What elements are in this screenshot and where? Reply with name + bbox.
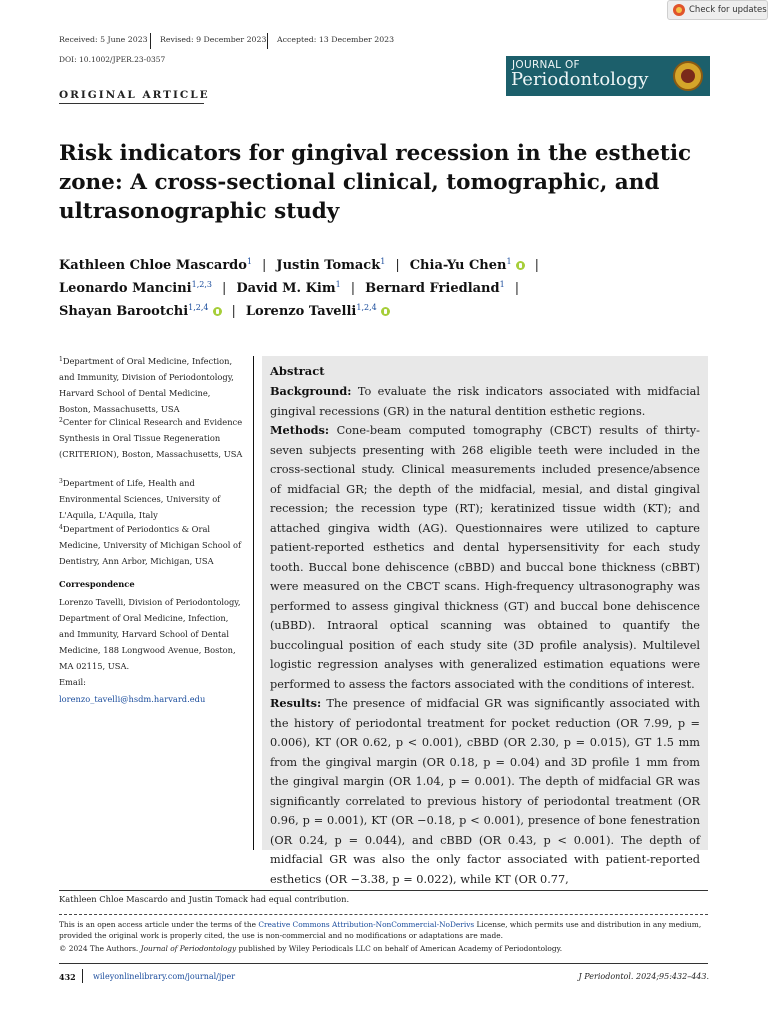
author-name: Chia-Yu Chen <box>409 258 507 273</box>
article-type: ORIGINAL ARTICLE <box>59 89 210 101</box>
correspondence-email-link[interactable]: lorenzo_tavelli@hsdm.harvard.edu <box>59 694 206 704</box>
background-text: To evaluate the risk indicators associated with midfacial gingival recessions (GR) in the natural dentition esthetic regions. <box>270 385 700 418</box>
author-separator: | <box>514 281 520 296</box>
license-note <box>59 919 719 941</box>
orcid-icon[interactable] <box>213 307 222 316</box>
author-affiliation-sup: 1,2,4 <box>188 303 209 312</box>
author-line <box>59 280 529 296</box>
author-separator: | <box>350 281 356 296</box>
journal-logo <box>506 56 710 96</box>
footer-rule <box>59 963 708 964</box>
check-for-updates-button[interactable] <box>667 0 768 20</box>
abstract-heading: Abstract <box>270 364 325 378</box>
abstract-box <box>262 356 708 886</box>
author-affiliation-sup: 1 <box>380 257 386 266</box>
license-link[interactable]: Creative Commons Attribution-NonCommercial-NoDerivs <box>258 920 475 929</box>
abstract-body <box>270 382 700 889</box>
equal-contribution-note: Kathleen Chloe Mascardo and Justin Tomack had equal contribution. <box>59 894 350 904</box>
copyright-text: published by Wiley Periodicals LLC on behalf of American Academy of Periodontology. <box>236 944 563 953</box>
affiliation-sup: 1 <box>59 356 63 363</box>
check-for-updates-label: Check for updates <box>689 5 767 15</box>
accepted-date: Accepted: 13 December 2023 <box>277 35 395 44</box>
meta-divider <box>267 33 268 49</box>
results-text: The presence of midfacial GR was significantly associated with the history of periodontal treatment for pocket reduction (OR 7.99, p = 0.006), KT (OR 0.62, p < 0.001), cBBD (OR 2.30, p = 0.015), GT 1.5 mm from the gingival margin (OR 0.18, p = 0.04) and 3D profile 1 mm from the gingival margin (OR 1.04, p = 0.001). The depth of midfacial GR was significantly correlated to previous history of periodontal treatment (OR 0.96, p = 0.001), KT (OR −0.18, p < 0.001), presence of bone fenestration (OR 0.24, p = 0.044), and cBBD (OR 0.43, p < 0.001). The depth of midfacial GR was also the only factor associated with patient-reported esthetics (OR −3.38, p = 0.022), while KT (OR 0.77, <box>270 697 701 886</box>
affiliation-text: Department of Oral Medicine, Infection, and Immunity, Division of Periodontology, Harvard School of Dental Medicine, Boston, Massachusetts, USA <box>59 356 234 414</box>
footer-rule <box>59 890 708 891</box>
author-affiliation-sup: 1 <box>499 280 505 289</box>
affiliation <box>59 352 244 417</box>
affiliation-sup: 4 <box>59 524 63 531</box>
methods-text: Cone-beam computed tomography (CBCT) results of thirty-seven subjects presenting with 268 eligible teeth were included in the cross-sectional study. Clinical measurements included presence/absence of midfacial GR; the depth of the midfacial, mesial, and distal gingival recession; the recession type (RT); keratinized tissue width (KT); and attached gingiva width (AG). Questionnaires were utilized to capture patient-reported esthetics and dental hypersensitivity for each study tooth. Buccal bone dehiscence (cBBD) and buccal bone thickness (cBBT) were measured on the CBCT scans. High-frequency ultrasonography was performed to assess gingival thickness (GT) and buccal bone dehiscence (uBBD). Intraoral optical scanning was obtained to quantify the buccolingual position of each study site (3D profile analysis). Multilevel logistic regression analyses with generalized estimation equations were performed to assess the factors associated with the conditions of interest. <box>270 424 700 691</box>
license-text: This is an open access article under the terms of the <box>59 920 259 929</box>
journal-logo-line1: JOURNAL OF <box>512 59 580 71</box>
doi: DOI: 10.1002/JPER.23-0357 <box>59 55 166 64</box>
author-line <box>59 303 390 319</box>
affiliation-text: Department of Life, Health and Environmental Sciences, University of L'Aquila, L'Aquila, Italy <box>59 478 221 520</box>
copyright-text: © 2024 The Authors. <box>59 944 141 953</box>
author-name: Kathleen Chloe Mascardo <box>59 258 247 273</box>
author-name: Shayan Barootchi <box>59 304 189 319</box>
author-name: Justin Tomack <box>276 258 381 273</box>
received-date: Received: 5 June 2023 <box>59 35 148 44</box>
results-label: Results: <box>270 696 322 710</box>
author-affiliation-sup: 1 <box>506 257 512 266</box>
author-name: Leonardo Mancini <box>59 281 192 296</box>
author-line <box>59 257 549 273</box>
footer-divider <box>82 969 83 983</box>
correspondence-text: Lorenzo Tavelli, Division of Periodontology, Department of Oral Medicine, Infection, and Immunity, Harvard School of Dental Medicine, 188 Longwood Avenue, Boston, MA 02115, USA. <box>59 597 241 671</box>
abstract-rule <box>253 356 254 850</box>
article-title: Risk indicators for gingival recession in the esthetic zone: A cross-sectional clinical, tomographic, and ultrasonographic study <box>59 141 692 224</box>
correspondence-address <box>59 594 244 690</box>
affiliation-sup: 2 <box>59 417 63 424</box>
journal-logo-line2: Periodontology <box>511 69 649 90</box>
author-name: Lorenzo Tavelli <box>245 304 357 319</box>
author-separator: | <box>262 258 267 273</box>
copyright-journal: Journal of Periodontology <box>140 944 237 953</box>
meta-divider <box>150 33 151 49</box>
author-affiliation-sup: 1 <box>246 257 253 266</box>
affiliation-sup: 3 <box>59 478 63 485</box>
author-affiliation-sup: 1 <box>335 280 341 289</box>
aap-seal-icon <box>673 61 703 91</box>
divider <box>59 103 204 104</box>
author-separator: | <box>221 281 227 296</box>
methods-label: Methods: <box>270 423 330 437</box>
background-label: Background: <box>270 384 352 398</box>
author-separator: | <box>395 258 400 273</box>
page-number: 432 <box>59 972 76 982</box>
journal-citation <box>579 972 709 981</box>
author-name: Bernard Friedland <box>365 281 500 296</box>
author-affiliation-sup: 1,2,3 <box>191 280 212 289</box>
author-name: David M. Kim <box>236 281 336 296</box>
footer-dashed-rule <box>59 914 708 915</box>
crossmark-icon <box>673 4 685 16</box>
affiliation-text: Department of Periodontics & Oral Medicine, University of Michigan School of Dentistry, Ann Arbor, Michigan, USA <box>59 524 242 566</box>
affiliation <box>59 520 244 569</box>
affiliation-text: Center for Clinical Research and Evidence Synthesis in Oral Tissue Regeneration (CRITERION), Boston, Massachusetts, USA <box>59 417 243 459</box>
affiliation <box>59 413 244 462</box>
license-text: License, which permits use and distribution in any medium, provided the original work is properly cited, the use is non-commercial and no modifications or adaptations are made. <box>59 920 702 940</box>
email-label: Email: <box>59 677 86 687</box>
author-separator: | <box>231 304 236 319</box>
correspondence-heading: Correspondence <box>59 579 135 589</box>
revised-date: Revised: 9 December 2023 <box>160 35 267 44</box>
orcid-icon[interactable] <box>381 307 390 316</box>
orcid-icon[interactable] <box>516 261 525 270</box>
copyright-note <box>59 944 562 953</box>
affiliation <box>59 474 244 523</box>
author-separator: | <box>534 258 539 273</box>
author-affiliation-sup: 1,2,4 <box>356 303 377 312</box>
citation-text: J Periodontol. 2024;95:432–443. <box>578 972 709 981</box>
journal-website-link[interactable]: wileyonlinelibrary.com/journal/jper <box>93 972 236 981</box>
